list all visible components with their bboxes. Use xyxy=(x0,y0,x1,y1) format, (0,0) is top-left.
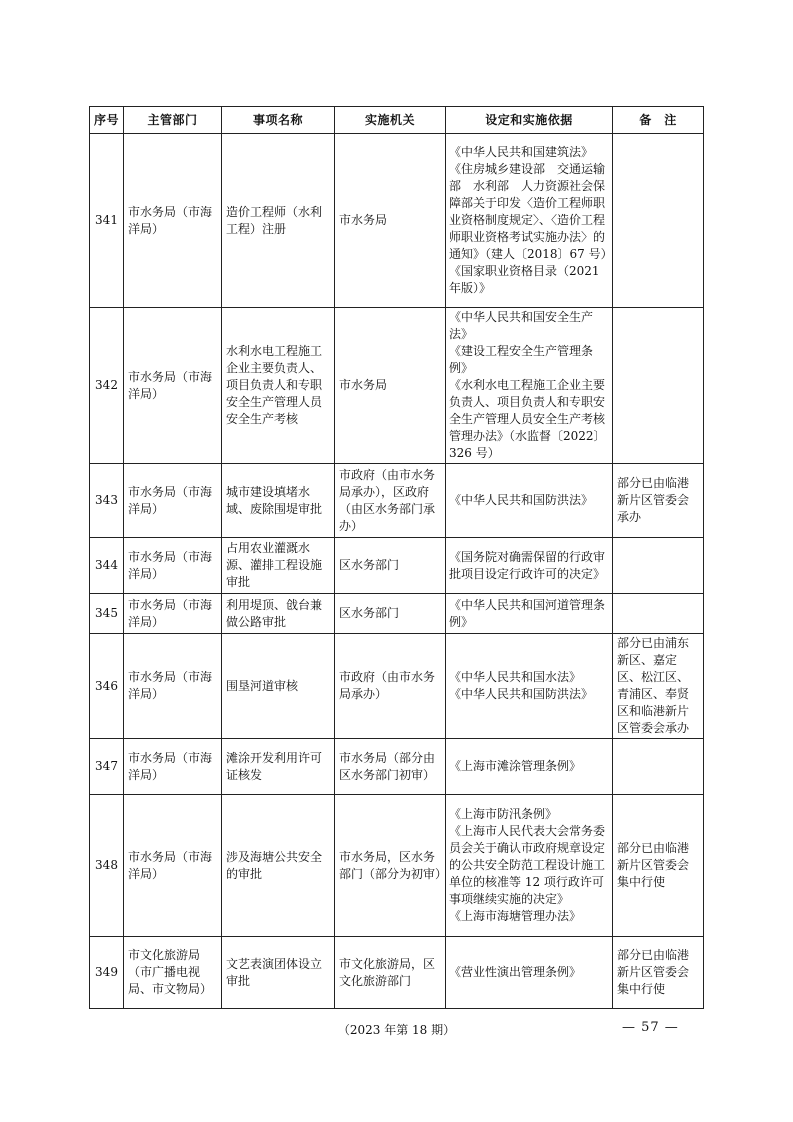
table-row xyxy=(90,795,704,937)
table-row xyxy=(90,464,704,538)
basis-line: 《水利水电工程施工企业主要负责人、项目负责人和专职安全生产管理人员安全生产考核管理办法》（水监督〔2022〕326 号） xyxy=(449,378,606,460)
row-remark xyxy=(613,538,704,594)
basis-line: 《中华人民共和国建筑法》 xyxy=(449,145,594,159)
header-basis: 设定和实施依据 xyxy=(446,107,613,134)
row-agency: 市水务局 xyxy=(335,134,446,308)
row-dept: 市水务局（市海洋局） xyxy=(124,634,222,739)
row-agency: 市水务局（部分由区水务部门初审） xyxy=(335,739,446,795)
row-remark: 部分已由临港新片区管委会承办 xyxy=(613,464,704,538)
table-row xyxy=(90,308,704,464)
row-agency: 市政府（由市水务局承办），区政府（由区水务部门承办） xyxy=(335,464,446,538)
issue-footer: （2023 年第 18 期） xyxy=(337,1023,456,1037)
row-dept: 市水务局（市海洋局） xyxy=(124,538,222,594)
row-dept: 市水务局（市海洋局） xyxy=(124,464,222,538)
row-number: 347 xyxy=(90,739,124,795)
row-remark: 部分已由临港新片区管委会集中行使 xyxy=(613,937,704,1009)
table-row xyxy=(90,594,704,634)
basis-line: 《上海市滩涂管理条例》 xyxy=(449,759,582,773)
row-dept: 市水务局（市海洋局） xyxy=(124,594,222,634)
basis-line: 《建设工程安全生产管理条例》 xyxy=(449,344,594,375)
row-item: 滩涂开发利用许可证核发 xyxy=(222,739,335,795)
basis-line: 《上海市海塘管理办法》 xyxy=(449,909,582,923)
row-remark xyxy=(613,308,704,464)
row-remark: 部分已由临港新片区管委会集中行使 xyxy=(613,795,704,937)
row-remark: 部分已由浦东新区、嘉定区、松江区、青浦区、奉贤区和临港新片区管委会承办 xyxy=(613,634,704,739)
basis-line: 《中华人民共和国水法》 xyxy=(449,670,582,684)
basis-line: 《中华人民共和国河道管理条例》 xyxy=(449,597,606,629)
row-agency: 市水务局，区水务部门（部分为初审） xyxy=(335,795,446,937)
row-item: 涉及海塘公共安全的审批 xyxy=(222,795,335,937)
basis-line: 《国务院对确需保留的行政审批项目设定行政许可的决定》 xyxy=(449,549,606,581)
regulation-table xyxy=(89,106,704,1009)
basis-line: 《上海市人民代表大会常务委员会关于确认市政府规章设定的公共安全防范工程设计施工单位的核准等 12 项行政许可事项继续实施的决定》 xyxy=(449,824,606,906)
row-basis xyxy=(446,795,613,937)
row-dept: 市水务局（市海洋局） xyxy=(124,308,222,464)
basis-line: 《国家职业资格目录（2021 年版）》 xyxy=(449,264,600,295)
row-basis xyxy=(446,134,613,308)
row-basis xyxy=(446,594,613,634)
row-remark xyxy=(613,739,704,795)
row-number: 342 xyxy=(90,308,124,464)
basis-line: 《营业性演出管理条例》 xyxy=(449,965,582,979)
row-item: 文艺表演团体设立审批 xyxy=(222,937,335,1009)
row-agency: 区水务部门 xyxy=(335,594,446,634)
row-basis xyxy=(446,937,613,1009)
row-item: 水利水电工程施工企业主要负责人、项目负责人和专职安全生产管理人员安全生产考核 xyxy=(222,308,335,464)
table-row xyxy=(90,134,704,308)
basis-line: 《中华人民共和国防洪法》 xyxy=(449,493,594,507)
header-remark: 备 注 xyxy=(613,107,704,134)
row-basis xyxy=(446,308,613,464)
row-number: 346 xyxy=(90,634,124,739)
table-header-row xyxy=(90,107,704,134)
header-item: 事项名称 xyxy=(222,107,335,134)
row-number: 341 xyxy=(90,134,124,308)
row-agency: 市文化旅游局，区文化旅游部门 xyxy=(335,937,446,1009)
row-remark xyxy=(613,594,704,634)
row-number: 345 xyxy=(90,594,124,634)
row-item: 城市建设填堵水域、废除围堤审批 xyxy=(222,464,335,538)
row-basis xyxy=(446,464,613,538)
table-row xyxy=(90,937,704,1009)
page-number: — 57 — xyxy=(622,1020,679,1035)
basis-line: 《上海市防汛条例》 xyxy=(449,807,558,821)
row-agency: 区水务部门 xyxy=(335,538,446,594)
row-agency: 市政府（由市水务局承办） xyxy=(335,634,446,739)
row-item: 利用堤顶、戗台兼做公路审批 xyxy=(222,594,335,634)
table-row xyxy=(90,739,704,795)
header-dept: 主管部门 xyxy=(124,107,222,134)
table-row xyxy=(90,634,704,739)
row-agency: 市水务局 xyxy=(335,308,446,464)
row-number: 343 xyxy=(90,464,124,538)
basis-line: 《中华人民共和国防洪法》 xyxy=(449,687,594,701)
table-row xyxy=(90,538,704,594)
basis-line: 《住房城乡建设部 交通运输部 水利部 人力资源社会保障部关于印发〈造价工程师职业资格制度规定〉、〈造价工程师职业资格考试实施办法〉的通知》（建人〔2018〕67 号） xyxy=(449,162,613,261)
header-no: 序号 xyxy=(90,107,124,134)
row-item: 围垦河道审核 xyxy=(222,634,335,739)
row-dept: 市水务局（市海洋局） xyxy=(124,134,222,308)
row-dept: 市水务局（市海洋局） xyxy=(124,739,222,795)
row-item: 造价工程师（水利工程）注册 xyxy=(222,134,335,308)
row-dept: 市文化旅游局（市广播电视局、市文物局） xyxy=(124,937,222,1009)
row-remark xyxy=(613,134,704,308)
row-number: 349 xyxy=(90,937,124,1009)
row-number: 344 xyxy=(90,538,124,594)
row-item: 占用农业灌溉水源、灌排工程设施审批 xyxy=(222,538,335,594)
row-basis xyxy=(446,634,613,739)
header-agency: 实施机关 xyxy=(335,107,446,134)
row-basis xyxy=(446,739,613,795)
row-number: 348 xyxy=(90,795,124,937)
row-basis xyxy=(446,538,613,594)
row-dept: 市水务局（市海洋局） xyxy=(124,795,222,937)
basis-line: 《中华人民共和国安全生产法》 xyxy=(449,310,594,341)
